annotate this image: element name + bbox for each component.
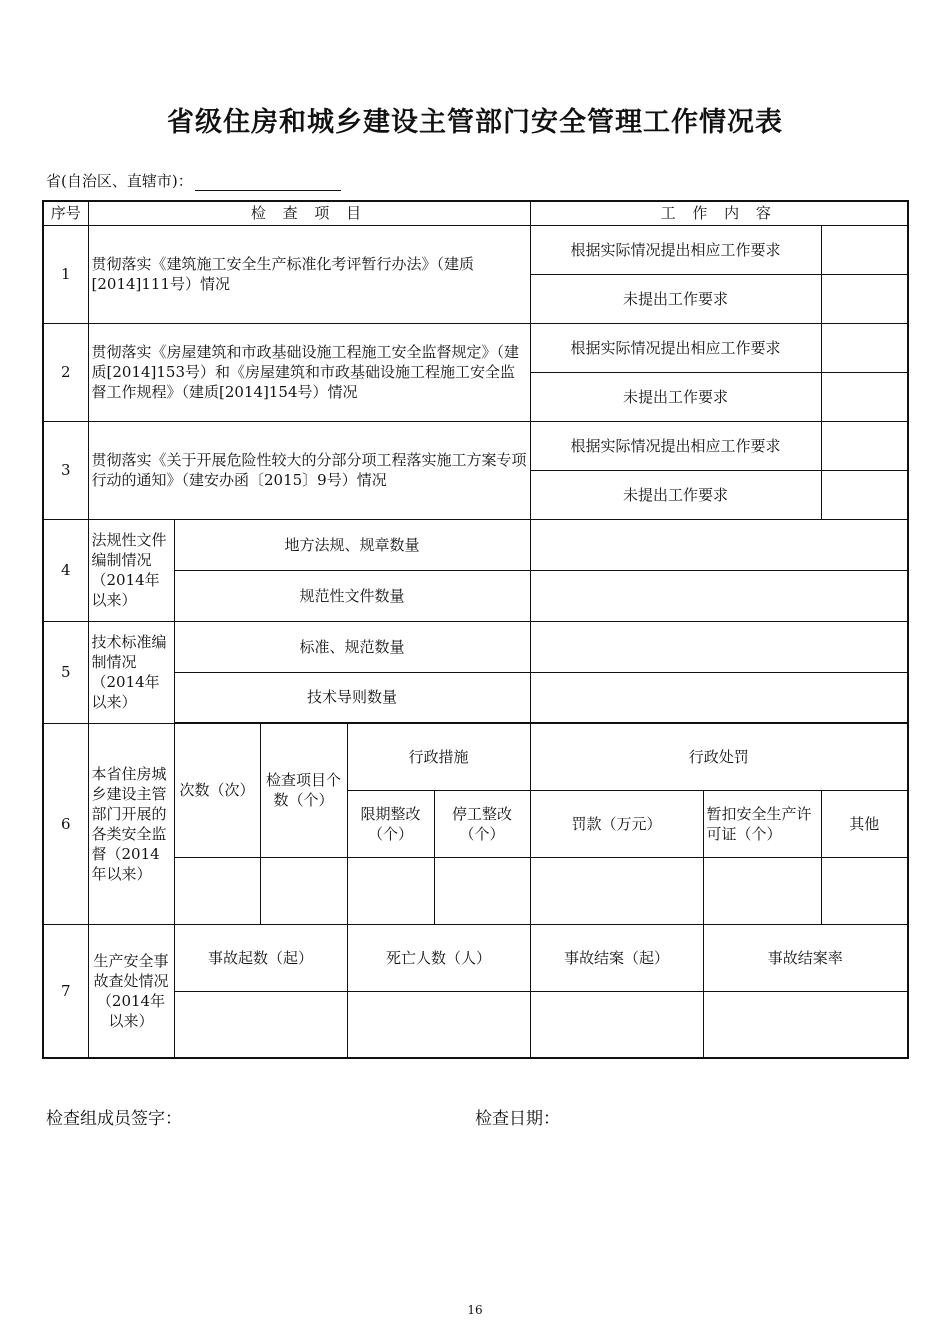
row7-deaths: 死亡人数（人）	[347, 924, 530, 991]
row1-check-yes[interactable]	[821, 225, 908, 274]
row3-check-yes[interactable]	[821, 421, 908, 470]
row6-times: 次数（次）	[174, 723, 260, 857]
row6-other-value[interactable]	[821, 857, 908, 924]
row6-other: 其他	[821, 790, 908, 857]
page-number: 16	[467, 1303, 483, 1317]
row2-option-no: 未提出工作要求	[530, 372, 821, 421]
row6-suspend: 暂扣安全生产许可证（个）	[703, 790, 821, 857]
page-title: 省级住房和城乡建设主管部门安全管理工作情况表	[167, 107, 783, 138]
row1-seq: 1	[43, 225, 88, 323]
row7-closed-value[interactable]	[530, 991, 703, 1058]
row7-closed: 事故结案（起）	[530, 924, 703, 991]
row6-times-value[interactable]	[174, 857, 260, 924]
row6-admin-penalty: 行政处罚	[530, 723, 908, 790]
province-field	[46, 170, 341, 191]
row7-rate: 事故结案率	[703, 924, 908, 991]
row6-fine: 罚款（万元）	[530, 790, 703, 857]
row4-sub1-value[interactable]	[530, 519, 908, 570]
row3-check-no[interactable]	[821, 470, 908, 519]
row6-admin-measures: 行政措施	[347, 723, 530, 790]
signature-label: 检查组成员签字：	[46, 1109, 182, 1129]
row6-projects: 检查项目个数（个）	[260, 723, 347, 857]
row7-deaths-value[interactable]	[347, 991, 530, 1058]
row5-sub2: 技术导则数量	[174, 672, 530, 723]
row6-seq: 6	[43, 723, 88, 924]
row1-option-yes: 根据实际情况提出相应工作要求	[530, 225, 821, 274]
row4-sub2: 规范性文件数量	[174, 570, 530, 621]
row2-item: 贯彻落实《房屋建筑和市政基础设施工程施工安全监督规定》（建质[2014]153号）和《房屋建筑和市政基础设施工程施工安全监督工作规程》（建质[2014]154号）情况	[88, 323, 530, 421]
row7-seq: 7	[43, 924, 88, 1058]
work-status-table	[42, 200, 909, 1059]
row7-item: 生产安全事故查处情况（2014年以来）	[88, 924, 174, 1058]
row6-projects-value[interactable]	[260, 857, 347, 924]
header-items: 检 查 项 目	[88, 201, 530, 225]
row4-item: 法规性文件编制情况（2014年以来）	[88, 519, 174, 621]
row6-rectify: 限期整改（个）	[347, 790, 434, 857]
row7-rate-value[interactable]	[703, 991, 908, 1058]
row6-stop-work-value[interactable]	[434, 857, 530, 924]
row6-fine-value[interactable]	[530, 857, 703, 924]
row3-seq: 3	[43, 421, 88, 519]
row6-item: 本省住房城乡建设主管部门开展的各类安全监督（2014年以来）	[88, 723, 174, 924]
row2-check-yes[interactable]	[821, 323, 908, 372]
header-seq: 序号	[43, 201, 88, 225]
row2-check-no[interactable]	[821, 372, 908, 421]
row3-item: 贯彻落实《关于开展危险性较大的分部分项工程落实施工方案专项行动的通知》（建安办函〔2015〕9号）情况	[88, 421, 530, 519]
row4-sub2-value[interactable]	[530, 570, 908, 621]
row3-option-yes: 根据实际情况提出相应工作要求	[530, 421, 821, 470]
row5-sub1: 标准、规范数量	[174, 621, 530, 672]
row1-item: 贯彻落实《建筑施工安全生产标准化考评暂行办法》（建质[2014]111号）情况	[88, 225, 530, 323]
row5-seq: 5	[43, 621, 88, 723]
row6-rectify-value[interactable]	[347, 857, 434, 924]
row1-option-no: 未提出工作要求	[530, 274, 821, 323]
date-label: 检查日期：	[475, 1109, 560, 1129]
province-label: 省(自治区、直辖市)：	[46, 172, 193, 190]
row3-option-no: 未提出工作要求	[530, 470, 821, 519]
row2-option-yes: 根据实际情况提出相应工作要求	[530, 323, 821, 372]
row5-sub2-value[interactable]	[530, 672, 908, 723]
row5-sub1-value[interactable]	[530, 621, 908, 672]
row1-check-no[interactable]	[821, 274, 908, 323]
row5-item: 技术标准编制情况（2014年以来）	[88, 621, 174, 723]
row7-accidents-value[interactable]	[174, 991, 347, 1058]
row4-sub1: 地方法规、规章数量	[174, 519, 530, 570]
province-blank-line[interactable]	[195, 176, 341, 191]
row7-accidents: 事故起数（起）	[174, 924, 347, 991]
header-content: 工 作 内 容	[530, 201, 908, 225]
row6-suspend-value[interactable]	[703, 857, 821, 924]
row2-seq: 2	[43, 323, 88, 421]
row6-stop-work: 停工整改（个）	[434, 790, 530, 857]
row4-seq: 4	[43, 519, 88, 621]
